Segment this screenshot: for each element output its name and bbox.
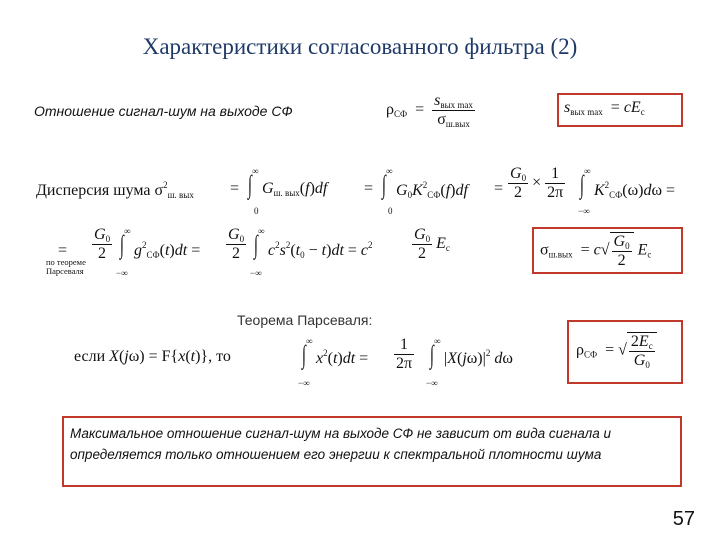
conclusion-note: Максимальное отношение сигнал-шум на выходе СФ не зависит от вида сигнала и определяется только отношением его энергии к спектральной плотности шума [62, 416, 682, 487]
parseval-integral-left: ∞ ∫ −∞ $x^2(t)dt$ = [298, 336, 369, 388]
parseval-integral-right: ∞ ∫ −∞ $|X(j\omega)|^2$ dω [426, 336, 513, 388]
row3-integral-2: ∞ ∫ −∞ $c^2s^2(t_0 - t)dt = c^2$ [250, 226, 373, 278]
parseval-if: если X(jω) = F{x(t)}, то [74, 348, 231, 365]
row3-frac-3: $\frac{G_0}{2}$ $E_с$ [414, 226, 450, 262]
dispersion-integral-3: ∞ ∫ −∞ $K^2_{СФ}(\omega)d\omega$ = [578, 166, 676, 216]
row3-frac-1: $\frac{G_0}{2}$ [94, 226, 111, 262]
by-parseval-label: по теореме Парсеваля [46, 257, 86, 276]
parseval-frac: $\frac{1}{2\pi}$ [396, 336, 413, 372]
row3-frac-2: $\frac{G_0}{2}$ [228, 226, 245, 262]
snr-definition: $\rho_{СФ}$ = $\frac{s_{вых max}}{\sigma_{ш.вых}}$ [386, 92, 473, 129]
dispersion-eq-3: = [494, 180, 504, 197]
parseval-eq: = [58, 242, 68, 259]
page-title: Характеристики согласованного фильтра (2) [142, 34, 578, 59]
sigma-result-formula: $\sigma_{ш.вых} = c√$ $\frac{G_0}{2}$ $E_с$ [540, 233, 652, 269]
dispersion-eq-1: = [230, 180, 240, 197]
dispersion-integral-2: ∞ ∫ 0 $G_0K^2_{СФ}(f)df$ [382, 166, 468, 216]
dispersion-label: Дисперсия шума $\sigma^2_{ш. вых}$ [36, 180, 194, 200]
page-number: 57 [672, 508, 695, 530]
s-max-formula: $s_{вых max} = cE_с$ [564, 99, 645, 117]
ratio-label: Отношение сигнал-шум на выходе СФ [34, 103, 293, 119]
row3-integral-1: ∞ ∫ −∞ $g^2_{СФ}(t)dt$ = [116, 226, 201, 278]
dispersion-frac-g0: $\frac{G_0}{2}$ × $\frac{1}{2\pi}$ [510, 165, 564, 201]
parseval-theorem-label: Теорема Парсеваля: [237, 312, 373, 328]
dispersion-integral-1: ∞ ∫ 0 $G_{ш. вых}(f)df$ [248, 166, 328, 216]
dispersion-eq-2: = [364, 180, 374, 197]
snr-result-formula: $\rho_{СФ}$ = √ $\frac{2E_с}{G_0}$ [576, 332, 657, 370]
